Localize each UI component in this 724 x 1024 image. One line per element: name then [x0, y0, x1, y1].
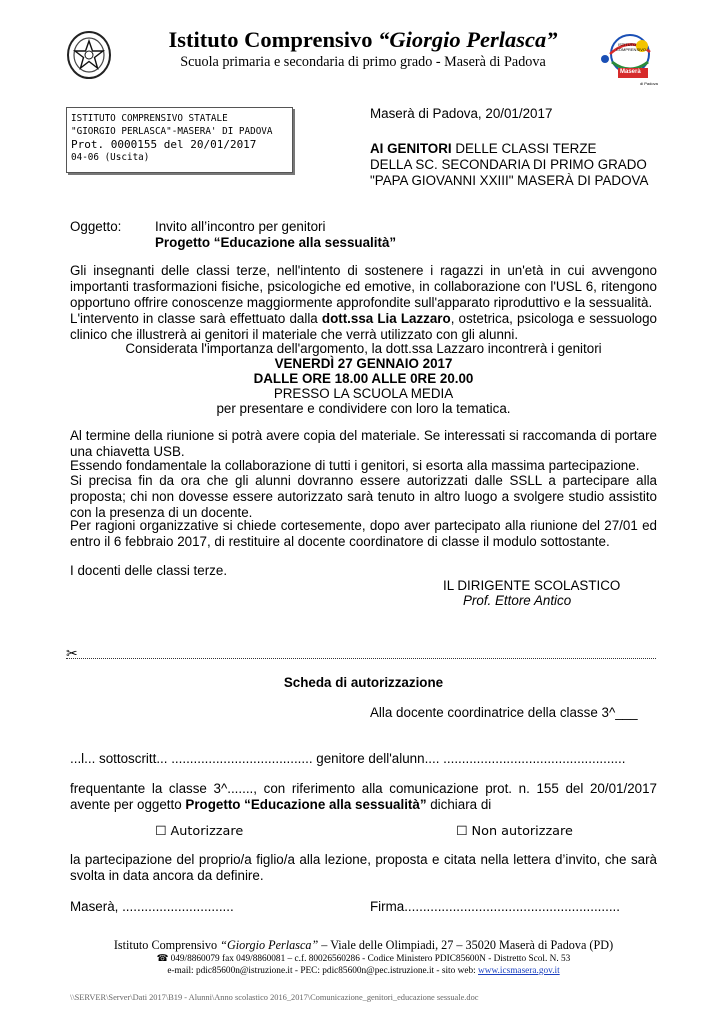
meeting-time: DALLE ORE 18.00 ALLE 0RE 20.00: [253, 371, 474, 386]
form-place-field[interactable]: Maserà, ..............................: [70, 899, 234, 914]
file-path: \\SERVER\Server\Dati 2017\B19 - Alunni\Anno scolastico 2016_2017\Comunicazione_genitori_educazione sessuale.doc: [70, 993, 479, 1002]
school-logo-text-2: COMPRENSIVO: [616, 47, 647, 52]
form-addressee: Alla docente coordinatrice della classe 3^___: [370, 705, 638, 720]
form-name-line: ...l... sottoscritt... ...................................... genitore dell'alunn.... .................................................: [70, 751, 626, 766]
school-logo-text-3: Maserà: [620, 69, 641, 75]
recipient-line-1: [370, 141, 648, 157]
paragraph-speaker-b: , ostetrica, psicologa e sessuologo clinico che illustrerà ai genitori il materiale che verrà utilizzato con gli alunni.: [70, 311, 658, 343]
closing: I docenti delle classi terze.: [70, 563, 228, 578]
signature-title: IL DIRIGENTE SCOLASTICO: [443, 578, 621, 593]
stamp-line-2: "GIORGIO PERLASCA"-MASERA' DI PADOVA: [71, 126, 273, 137]
stamp-line-1: ISTITUTO COMPRENSIVO STATALE: [71, 113, 228, 124]
recipient-line-2: DELLA SC. SECONDARIA DI PRIMO GRADO: [370, 157, 647, 173]
meeting-date: VENERDÌ 27 GENNAIO 2017: [274, 356, 453, 371]
paragraph-speaker: [70, 311, 657, 343]
form-title: Scheda di autorizzazione: [283, 675, 444, 690]
not-authorize-checkbox[interactable]: ☐ Non autorizzare: [456, 824, 573, 839]
meeting-intro: Considerata l'importanza dell'argomento, la dott.ssa Lazzaro incontrerà i genitori: [125, 341, 602, 356]
school-subtitle: Scuola primaria e secondaria di primo grado - Maserà di Padova: [180, 54, 546, 70]
recipient-line-3: "PAPA GIOVANNI XXIII" MASERÀ DI PADOVA: [370, 173, 649, 189]
paragraph-speaker-a: L'intervento in classe sarà effettuato dalla: [70, 311, 322, 326]
recipient-rest: DELLE CLASSI TERZE: [451, 141, 597, 156]
scissors-icon: ✂: [66, 646, 78, 662]
paragraph-material: Al termine della riunione si potrà avere copia del materiale. Se interessati si raccomanda di portare una chiavetta USB.: [70, 428, 657, 460]
form-subject-b: dichiara di: [426, 797, 492, 812]
speaker-name: dott.ssa Lia Lazzaro: [321, 311, 451, 326]
form-signature-field[interactable]: Firma..........................................................: [370, 899, 620, 914]
meeting-purpose: per presentare e condividere con loro la tematica.: [216, 401, 511, 416]
footer-contacts: ☎ 049/8860079 fax 049/8860081 – c.f. 80026560286 - Codice Ministero PDIC85600N - Distretto Scol. N. 53: [156, 954, 571, 964]
subject-label: Oggetto:: [70, 219, 122, 234]
stamp-line-4: 04-06 (Uscita): [71, 152, 150, 163]
school-logo-text-1: ISTITUTO: [618, 42, 637, 47]
place-date: Maserà di Padova, 20/01/2017: [370, 106, 553, 121]
stamp-protocol-number: Prot. 0000155 del 20/01/2017: [71, 138, 257, 151]
paragraph-authorization: Si precisa fin da ora che gli alunni dovranno essere autorizzati dalle SSLL a partecipare alla proposta; chi non dovesse essere autorizzato sarà tenuto in altro luogo a svolgere studio assistito con la presenza di un docente.: [70, 473, 657, 521]
meeting-place: PRESSO LA SCUOLA MEDIA: [273, 386, 454, 401]
form-participation: la partecipazione del proprio/a figlio/a alla lezione, proposta e citata nella lettera d’invito, che sarà svolta in data ancora da definire.: [70, 852, 657, 884]
form-subject-bold: Progetto “Educazione alla sessualità”: [185, 797, 427, 812]
website-link[interactable]: www.icsmasera.gov.it: [478, 966, 560, 976]
signature-name: Prof. Ettore Antico: [463, 593, 572, 608]
paragraph-intro: Gli insegnanti delle classi terze, nell'intento di sostenere i ragazzi in un'età in cui avvengono importanti trasformazioni fisiche, psicologiche ed emotive, in collaborazione con l'USL 6, ritengono opportuno offrire conoscenze maggiormente approfondite sull'apparato riproduttivo e la sessualità.: [70, 263, 657, 311]
school-logo: [600, 32, 664, 90]
recipient-bold: AI GENITORI: [370, 141, 452, 156]
paragraph-return: Per ragioni organizzative si chiede cortesemente, dopo aver partecipato alla riunione del 27/01 ed entro il 6 febbraio 2017, di restituire al docente coordinatore di classe il modulo sottostante.: [70, 518, 657, 550]
school-title: [128, 26, 598, 54]
authorize-checkbox[interactable]: ☐ Autorizzare: [155, 824, 244, 839]
school-logo-text-4: di Padova: [640, 81, 658, 86]
footer-address-italic: “Giorgio Perlasca”: [220, 938, 319, 952]
footer-address-b: – Viale delle Olimpiadi, 27 – 35020 Maserà di Padova (PD): [318, 938, 614, 952]
subject-line-2: Progetto “Educazione alla sessualità”: [155, 235, 397, 250]
subject-line-1: Invito all’incontro per genitori: [155, 219, 326, 234]
recipient-block: [370, 141, 648, 190]
footer-email: [70, 966, 657, 976]
italian-republic-emblem: [66, 30, 112, 80]
paragraph-collaboration: Essendo fondamentale la collaborazione di tutti i genitori, si esorta alla massima partecipazione.: [70, 458, 640, 473]
footer-address-a: Istituto Comprensivo: [113, 938, 221, 952]
form-subject-a: avente per oggetto: [70, 797, 186, 812]
protocol-stamp: [66, 107, 293, 173]
school-title-italic: “Giorgio Perlasca”: [378, 27, 558, 52]
form-class-line: frequentante la classe 3^......., con riferimento alla comunicazione prot. n. 155 del 20/01/2017: [70, 781, 657, 796]
footer-address: [70, 938, 657, 953]
form-subject-line: [70, 797, 657, 813]
footer-email-text: e-mail: pdic85600n@istruzione.it - PEC: pdic85600n@pec.istruzione.it - sito web:: [167, 966, 479, 976]
cut-line: [66, 658, 656, 659]
school-title-prefix: Istituto Comprensivo: [168, 27, 379, 52]
